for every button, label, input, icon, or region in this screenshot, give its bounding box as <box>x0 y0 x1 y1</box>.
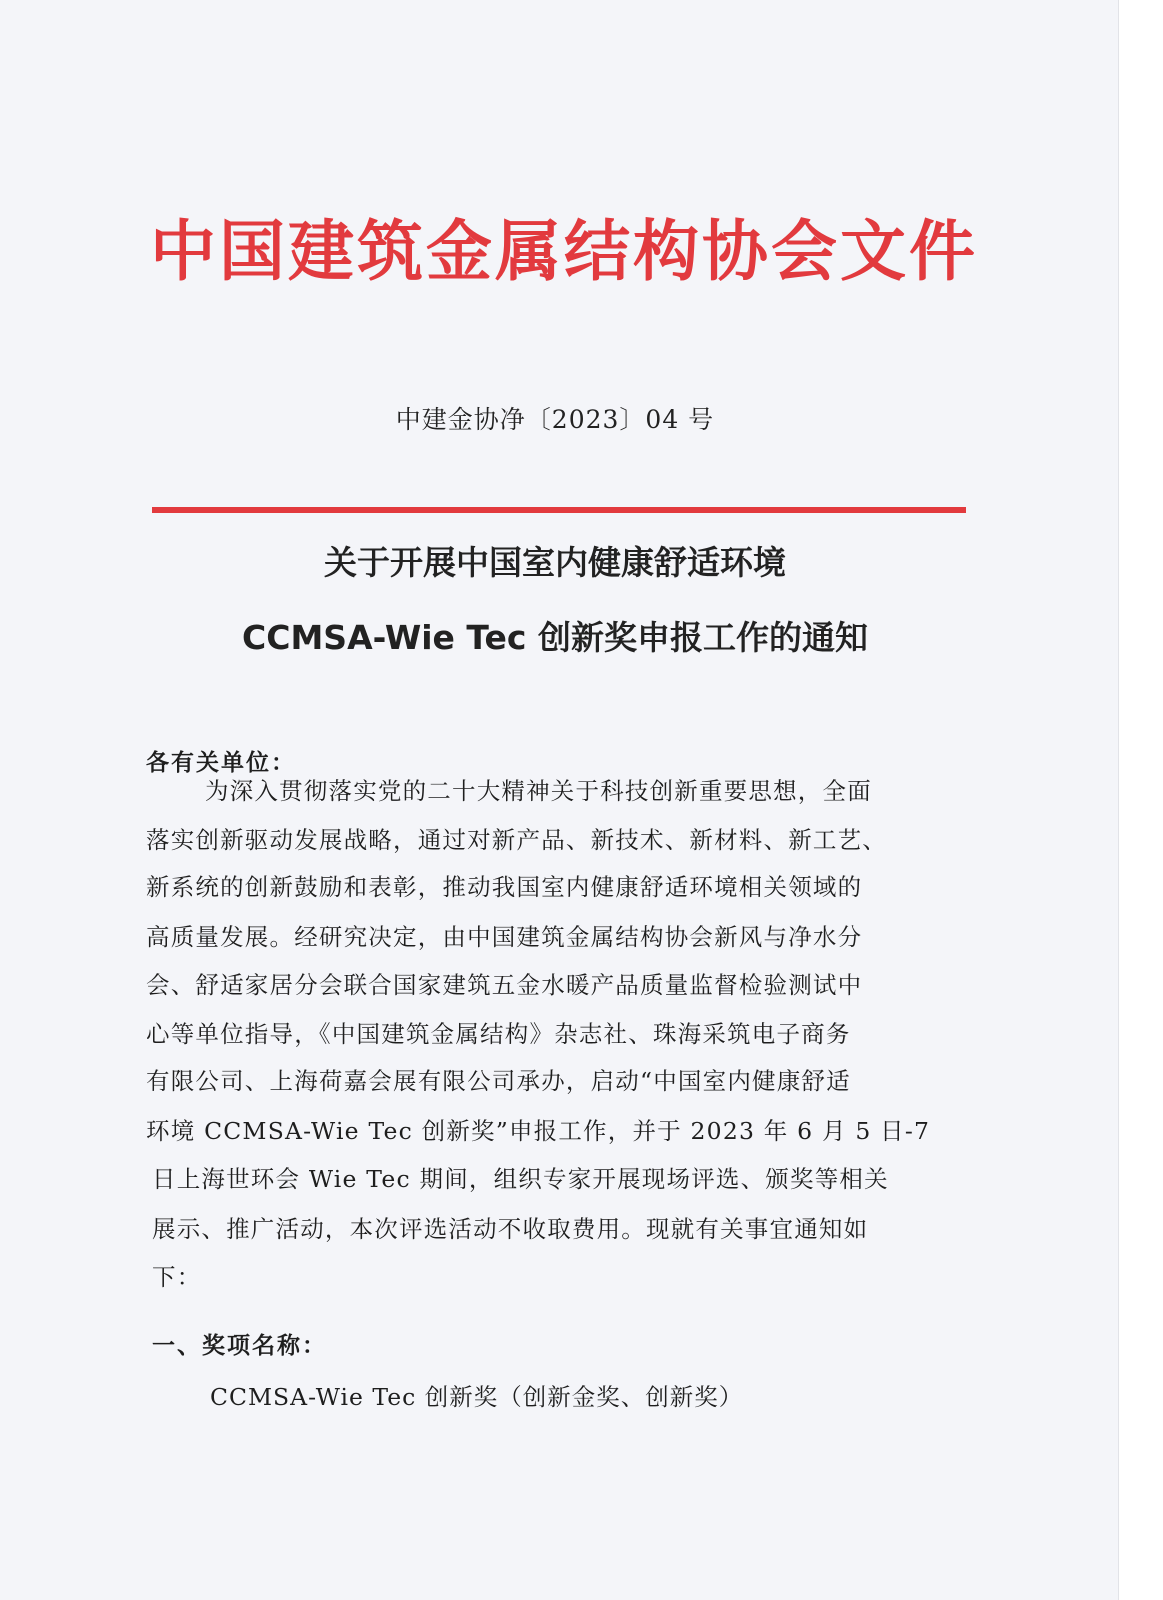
award-name-text: CCMSA-Wie Tec 创新奖（创新金奖、创新奖） <box>210 1383 744 1411</box>
paragraph-line: 新系统的创新鼓励和表彰，推动我国室内健康舒适环境相关领域的 <box>146 873 863 901</box>
document-number: 中建金协净〔2023〕04 号 <box>395 405 715 434</box>
paragraph-line: 环境 CCMSA-Wie Tec 创新奖”申报工作，并于 2023 年 6 月 5 日-7 <box>146 1117 931 1145</box>
paragraph-line: 落实创新驱动发展战略，通过对新产品、新技术、新材料、新工艺、 <box>146 826 887 854</box>
issuer-header: 中国建筑金属结构协会文件 <box>150 212 978 290</box>
paragraph-line: 为深入贯彻落实党的二十大精神关于科技创新重要思想，全面 <box>205 777 872 805</box>
paragraph-line: 会、舒适家居分会联合国家建筑五金水暖产品质量监督检验测试中 <box>146 971 863 999</box>
paragraph-line: 展示、推广活动，本次评选活动不收取费用。现就有关事宜通知如 <box>152 1215 869 1243</box>
paragraph-line: 有限公司、上海荷嘉会展有限公司承办，启动“中国室内健康舒适 <box>146 1067 851 1095</box>
salutation: 各有关单位： <box>146 749 296 776</box>
paragraph-line: 高质量发展。经研究决定，由中国建筑金属结构协会新风与净水分 <box>146 923 863 951</box>
paper-margin <box>1118 0 1163 1600</box>
paragraph-line: 日上海世环会 Wie Tec 期间，组织专家开展现场评选、颁奖等相关 <box>152 1165 889 1193</box>
red-divider-line <box>152 507 966 513</box>
paragraph-line: 下： <box>152 1263 202 1291</box>
paragraph-line: 心等单位指导，《中国建筑金属结构》杂志社、珠海采筑电子商务 <box>146 1020 851 1048</box>
section-heading-award-name: 一、奖项名称： <box>152 1332 327 1359</box>
title-line-1: 关于开展中国室内健康舒适环境 <box>324 543 786 582</box>
title-line-2: CCMSA-Wie Tec 创新奖申报工作的通知 <box>242 618 868 657</box>
